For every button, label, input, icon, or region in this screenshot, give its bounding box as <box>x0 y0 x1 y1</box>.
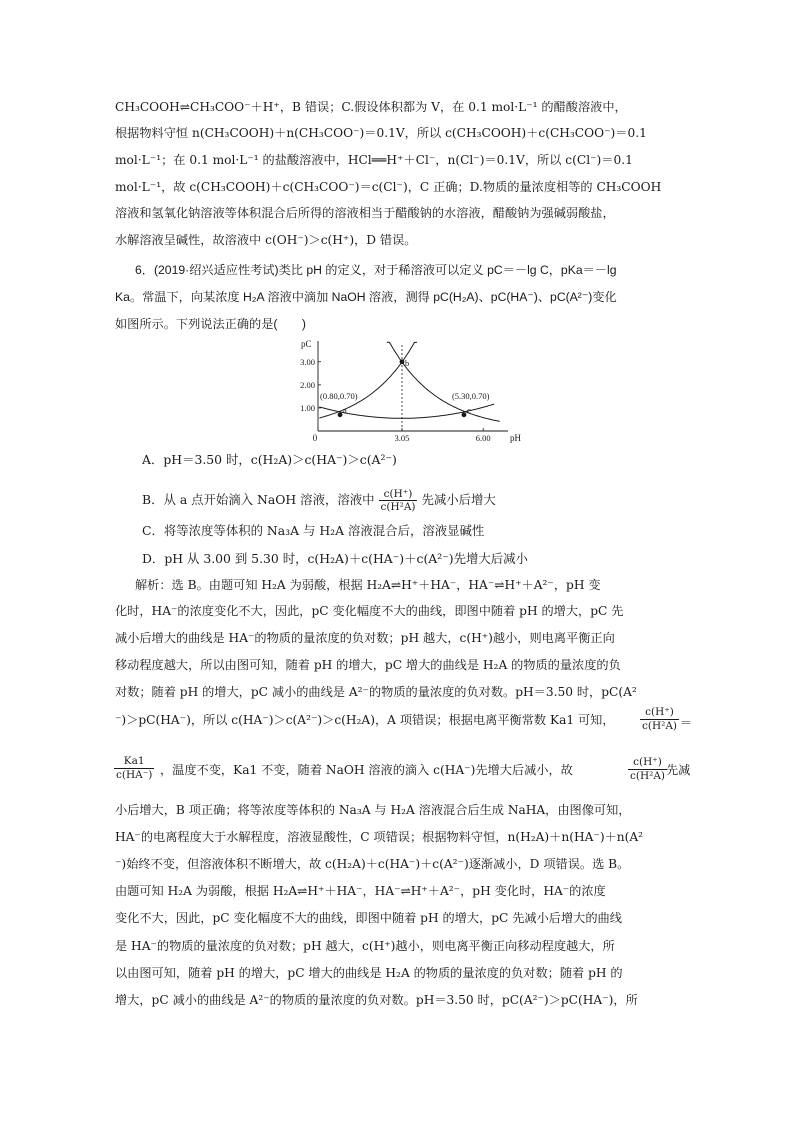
y-tick-label: 2.00 <box>300 379 315 390</box>
point-a <box>338 412 343 417</box>
point-annotation: (0.80,0.70) <box>320 390 358 401</box>
point-label: a <box>343 404 347 415</box>
analysis-equals: ＝ <box>680 716 693 730</box>
analysis-fraction-3 <box>628 756 667 783</box>
text-line-4: mol·L⁻¹，故 c(CH₃COOH)＋c(CH₃COO⁻)＝c(Cl⁻)，C 正确；D.物质的量浓度相等的 CH₃COOH <box>115 180 662 194</box>
analysis-fraction-3-num: c(H⁺) <box>628 756 667 770</box>
analysis-line-13: 是 HA⁻的物质的量浓度的负对数；pH 越大，c(H⁺)越小，则电离平衡正向移动程度越大，所 <box>115 939 615 953</box>
analysis-line-7: ，温度不变，Ka1 不变，随着 NaOH 溶液的滴入 c(HA⁻)先增大后减小，故 <box>160 763 573 777</box>
analysis-line-2: 化时，HA⁻的浓度变化不大，因此，pC 变化幅度不大的曲线，即图中随着 pH 的增大，pC 先 <box>115 604 624 618</box>
option-a: A．pH＝3.50 时，c(H₂A)＞c(HA⁻)＞c(A²⁻) <box>142 452 397 467</box>
question-line-1: 6．(2019·绍兴适应性考试)类比 pH 的定义，对于稀溶液可以定义 pC＝－lg C，pKa＝－lg <box>135 263 617 277</box>
analysis-line-3: 减小后增大的曲线是 HA⁻的物质的量浓度的负对数；pH 越大，c(H⁺)越小，则电离平衡正向 <box>115 631 615 645</box>
x-axis-label: pH <box>510 433 521 443</box>
analysis-line-5: 对数；随着 pH 的增大，pC 减小的曲线是 A²⁻的物质的量浓度的负对数。pH＝3.50 时，pC(A² <box>115 685 637 699</box>
text-line-6: 水解溶液呈碱性，故溶液中 c(OH⁻)＞c(H⁺)，D 错误。 <box>115 233 417 247</box>
question-line-3: 如图所示。下列说法正确的是( ) <box>115 317 306 331</box>
analysis-line-4: 移动程度越大，所以由图可知，随着 pH 的增大，pC 增大的曲线是 H₂A 的物质的量浓度的负 <box>115 658 621 672</box>
analysis-line-15: 增大，pC 减小的曲线是 A²⁻的物质的量浓度的负对数。pH＝3.50 时，pC(A²⁻)＞pC(HA⁻)，所 <box>115 993 638 1007</box>
analysis-line-1: 解析：选 B。由题可知 H₂A 为弱酸，根据 H₂A⇌H⁺＋HA⁻，HA⁻⇌H⁺＋A²⁻，pH 变 <box>135 578 601 592</box>
point-b <box>400 359 405 364</box>
analysis-fraction-1-den: c(H²A) <box>642 720 678 732</box>
option-b-fraction <box>379 488 416 513</box>
text-line-5: 溶液和氢氧化钠溶液等体积混合后所得的溶液相当于醋酸钠的水溶液，醋酸钠为强碱弱酸盐， <box>115 206 615 220</box>
analysis-line-6: ⁻)＞pC(HA⁻)，所以 c(HA⁻)＞c(A²⁻)＞c(H₂A)，A 项错误；根据电离平衡常数 Ka1 可知， <box>115 713 615 727</box>
point-label: c <box>466 404 471 415</box>
analysis-fraction-1-num: c(H⁺) <box>640 706 679 720</box>
analysis-line-10: ⁻)始终不变，但溶液体积不断增大，故 c(H₂A)＋c(HA⁻)＋c(A²⁻)逐渐减小，D 项错误。选 B。 <box>115 857 630 871</box>
text-line-1: CH₃COOH⇌CH₃COO⁻＋H⁺，B 错误；C.假设体积都为 V，在 0.1 mol·L⁻¹ 的醋酸溶液中， <box>115 100 627 114</box>
question-line-2: Ka。常温下，向某浓度 H₂A 溶液中滴加 NaOH 溶液，测得 pC(H₂A)、pC(HA⁻)、pC(A²⁻)变化 <box>115 290 617 304</box>
option-b-fraction-num: c(H⁺) <box>379 488 416 501</box>
analysis-line-11: 由题可知 H₂A 为弱酸，根据 H₂A⇌H⁺＋HA⁻，HA⁻⇌H⁺＋A²⁻，pH 变化时，HA⁻的浓度 <box>115 884 606 898</box>
option-b-fraction-den: c(H²A) <box>380 501 416 513</box>
curve-H2A <box>319 342 417 418</box>
point-c <box>462 412 467 417</box>
y-axis-label: pC <box>301 339 312 349</box>
origin-label: 0 <box>312 433 318 443</box>
curve-A2-minus <box>387 342 500 421</box>
analysis-fraction-2 <box>114 755 154 782</box>
option-b-suffix: 先减小后增大 <box>421 492 496 507</box>
text-line-2: 根据物料守恒 n(CH₃COOH)＋n(CH₃COO⁻)＝0.1V，所以 c(CH₃COOH)＋c(CH₃COO⁻)＝0.1 <box>115 126 647 140</box>
analysis-line-9: HA⁻的电离程度大于水解程度，溶液显酸性，C 项错误；根据物料守恒，n(H₂A)＋n(HA⁻)＋n(A² <box>115 830 644 844</box>
point-annotation: (5.30,0.70) <box>451 390 490 401</box>
y-tick-label: 3.00 <box>300 356 315 367</box>
x-tick-label: 3.05 <box>394 433 410 443</box>
option-b <box>142 488 683 513</box>
analysis-fraction-1 <box>640 706 679 733</box>
y-tick-label: 1.00 <box>300 402 315 413</box>
option-d: D．pH 从 3.00 到 5.30 时，c(H₂A)＋c(HA⁻)＋c(A²⁻)先增大后减小 <box>142 551 528 566</box>
analysis-fraction-3-suffix: 先减 <box>666 763 691 777</box>
analysis-fraction-2-den: c(HA⁻) <box>116 769 153 781</box>
analysis-fraction-3-den: c(H²A) <box>630 770 666 782</box>
analysis-line-14: 以由图可知，随着 pH 的增大，pC 增大的曲线是 H₂A 的物质的量浓度的负对数；随着 pH 的 <box>115 966 623 980</box>
option-c: C．将等浓度等体积的 Na₃A 与 H₂A 溶液混合后，溶液显碱性 <box>142 523 485 538</box>
x-tick-label: 6.00 <box>475 433 491 443</box>
text-line-3: mol·L⁻¹；在 0.1 mol·L⁻¹ 的盐酸溶液中，HCl══H⁺＋Cl⁻，n(Cl⁻)＝0.1V，所以 c(Cl⁻)＝0.1 <box>115 153 633 167</box>
point-label: b <box>404 357 410 368</box>
analysis-fraction-2-num: Ka1 <box>114 755 154 769</box>
analysis-line-8: 小后增大，B 项正确；将等浓度等体积的 Na₃A 与 H₂A 溶液混合后生成 NaHA，由图像可知， <box>115 803 631 817</box>
analysis-line-12: 变化不大，因此，pC 变化幅度不大的曲线，即图中随着 pH 的增大，pC 先减小后增大的曲线 <box>115 911 622 925</box>
option-b-prefix: B．从 a 点开始滴入 NaOH 溶液，溶液中 <box>142 492 375 507</box>
pc-ph-chart <box>292 337 532 447</box>
